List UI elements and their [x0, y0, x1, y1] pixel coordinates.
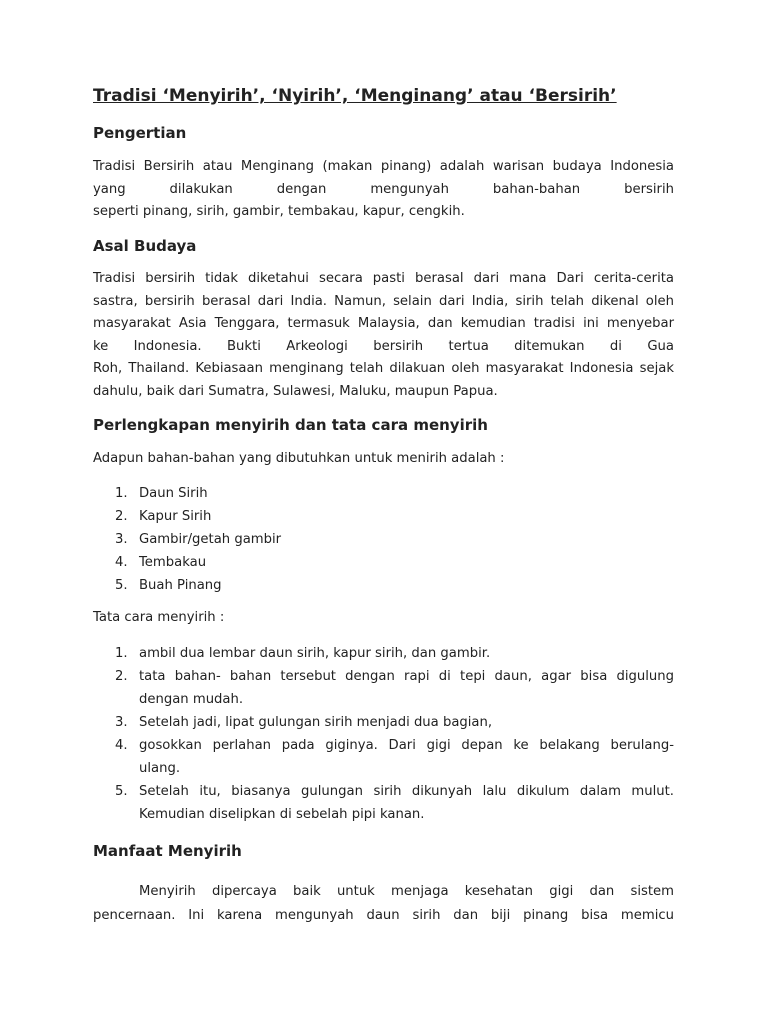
- list-text: gosokkan perlahan pada giginya. Dari gigi depan ke belakang berulang-: [139, 738, 674, 753]
- list-number: 3.: [115, 532, 128, 547]
- list-item: [93, 528, 674, 551]
- paragraph-line: pencernaan. Ini karena mengunyah daun sirih dan biji pinang bisa memicu: [93, 908, 674, 923]
- paragraph-line: Tradisi bersirih tidak diketahui secara pasti berasal dari mana Dari cerita-cerita: [93, 271, 674, 286]
- list-text: tata bahan- bahan tersebut dengan rapi di tepi daun, agar bisa digulung: [139, 669, 674, 684]
- list-text: Setelah jadi, lipat gulungan sirih menjadi dua bagian,: [139, 715, 493, 730]
- list-text: Daun Sirih: [139, 486, 208, 501]
- paragraph-line: ke Indonesia. Bukti Arkeologi bersirih tertua ditemukan di Gua: [93, 338, 674, 354]
- list-number: 4.: [115, 738, 128, 753]
- paragraph-line: Menyirih dipercaya baik untuk menjaga kesehatan gigi dan sistem: [139, 884, 674, 899]
- list-number: 5.: [115, 578, 128, 593]
- list-item: [93, 665, 674, 711]
- list-text: Buah Pinang: [139, 578, 222, 593]
- heading-perlengkapan: Perlengkapan menyirih dan tata cara menyirih: [93, 416, 488, 434]
- document-title: Tradisi ‘Menyirih’, ‘Nyirih’, ‘Menginang’ atau ‘Bersirih’: [93, 86, 617, 106]
- paragraph-line: dahulu, baik dari Sumatra, Sulawesi, Maluku, maupun Papua.: [93, 383, 498, 399]
- langkah-list: [93, 642, 674, 826]
- list-text: ulang.: [139, 761, 181, 776]
- list-text: Tembakau: [139, 555, 207, 570]
- heading-manfaat: Manfaat Menyirih: [93, 842, 242, 860]
- paragraph-line: Roh, Thailand. Kebiasaan menginang telah dilakuan oleh masyarakat Indonesia sejak: [93, 361, 674, 376]
- list-text: Gambir/getah gambir: [139, 532, 282, 547]
- list-text: dengan mudah.: [139, 692, 244, 707]
- list-item: [93, 574, 674, 597]
- list-number: 1.: [115, 486, 128, 501]
- heading-pengertian: Pengertian: [93, 124, 187, 142]
- list-item: [93, 734, 674, 780]
- paragraph-line: Tradisi Bersirih atau Menginang (makan pinang) adalah warisan budaya Indonesia: [93, 159, 674, 174]
- list-text: Setelah itu, biasanya gulungan sirih dikunyah lalu dikulum dalam mulut.: [139, 784, 674, 799]
- list-number: 2.: [115, 509, 128, 524]
- list-item: [93, 482, 674, 505]
- tata-cara-label: Tata cara menyirih :: [93, 610, 225, 625]
- list-number: 1.: [115, 646, 128, 661]
- list-item: [93, 711, 674, 734]
- list-text: ambil dua lembar daun sirih, kapur sirih, dan gambir.: [139, 646, 491, 661]
- list-text: Kemudian diselipkan di sebelah pipi kanan.: [139, 807, 425, 822]
- list-number: 3.: [115, 715, 128, 730]
- paragraph-manfaat: [93, 880, 674, 928]
- paragraph-line: masyarakat Asia Tenggara, termasuk Malaysia, dan kemudian tradisi ini menyebar: [93, 316, 674, 331]
- list-item: [93, 780, 674, 826]
- bahan-intro: Adapun bahan-bahan yang dibutuhkan untuk menirih adalah :: [93, 451, 505, 466]
- list-number: 2.: [115, 669, 128, 684]
- heading-asal-budaya: Asal Budaya: [93, 237, 197, 255]
- list-item: [93, 642, 674, 665]
- list-item: [93, 551, 674, 574]
- paragraph-asal-budaya: [93, 268, 674, 403]
- list-number: 5.: [115, 784, 128, 799]
- list-number: 4.: [115, 555, 128, 570]
- list-text: Kapur Sirih: [139, 509, 212, 524]
- paragraph-line: yang dilakukan dengan mengunyah bahan-bahan bersirih: [93, 181, 674, 197]
- paragraph-line: sastra, bersirih berasal dari India. Namun, selain dari India, sirih telah dikenal oleh: [93, 293, 674, 309]
- list-item: [93, 505, 674, 528]
- bahan-list: [93, 482, 674, 597]
- paragraph-line: seperti pinang, sirih, gambir, tembakau, kapur, cengkih.: [93, 204, 465, 219]
- paragraph-pengertian: [93, 156, 674, 224]
